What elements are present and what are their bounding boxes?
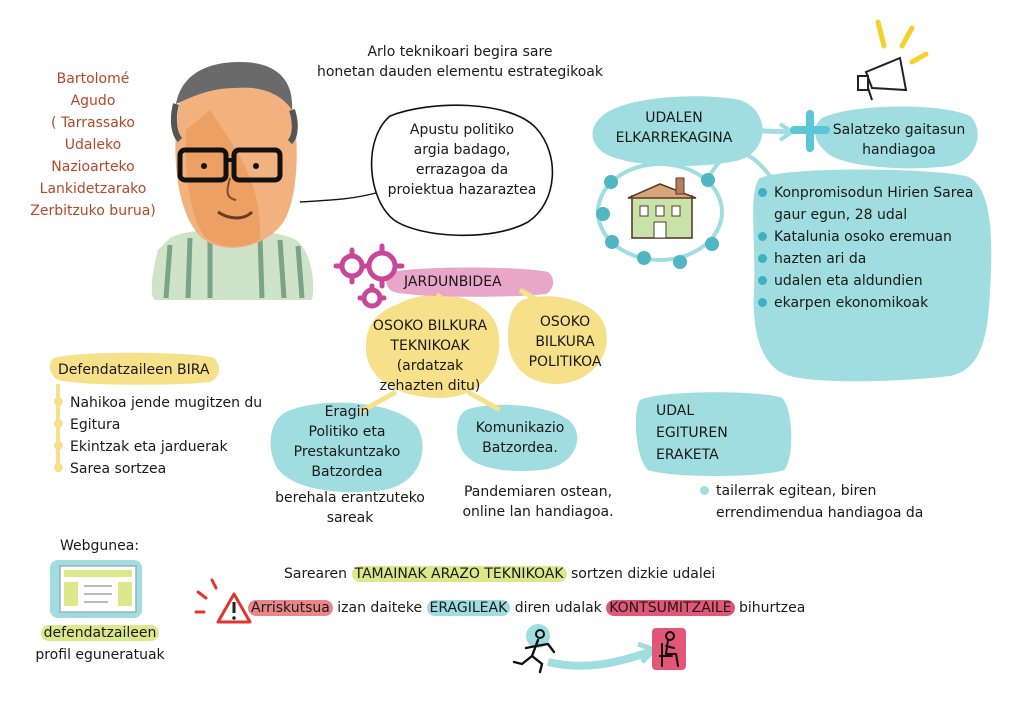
quote-line: argia badago, <box>413 142 511 158</box>
bilkura-teknikoak <box>340 316 520 396</box>
udal-egituren-line: ERAKETA <box>656 447 719 463</box>
bira-bullet <box>54 463 63 472</box>
udalen-line: UDALEN <box>645 110 703 126</box>
komunikazio-box <box>460 418 580 458</box>
bira-bullet <box>54 397 63 406</box>
konpromisodun-bullet <box>758 232 767 241</box>
konpromisodun-item: Konpromisodun Hirien Sarea <box>774 185 974 201</box>
bira-item: Ekintzak eta jarduerak <box>70 439 228 455</box>
bira-item: Egitura <box>70 417 121 433</box>
bilkura-politikoa-line: POLITIKOA <box>528 354 602 370</box>
udal-egituren-line: UDAL <box>656 403 695 419</box>
eragin-line: Politiko eta <box>308 424 386 440</box>
konpromisodun-item: gaur egun, 28 udal <box>774 207 908 223</box>
konpromisodun-bullet <box>758 254 767 263</box>
bilkura-teknikoak-line: zehazten ditu) <box>379 378 481 394</box>
bilkura-politikoa <box>510 312 620 372</box>
komunikazio-note-line: Pandemiaren ostean, <box>463 484 613 500</box>
tamainak-post: sortzen dizkie udalei <box>566 566 716 582</box>
eragin-note-line: sareak <box>326 510 374 526</box>
arriskutsua-t2: diren udalak <box>510 600 607 616</box>
konpromisodun-item: ekarpen ekonomikoak <box>774 295 929 311</box>
arriskutsua-hl: Arriskutsua <box>248 600 333 616</box>
konpromisodun-bullet <box>758 276 767 285</box>
tailerrak-line: errendimendua handiagoa da <box>716 505 924 521</box>
udal-egituren-box <box>656 400 728 466</box>
speaker-line: Udaleko <box>64 137 122 153</box>
konpromisodun-item: udalen eta aldundien <box>774 273 923 289</box>
komunikazio-line: Batzordea. <box>482 440 558 456</box>
speaker-line: Bartolomé <box>56 71 130 87</box>
tailerrak-note <box>716 480 923 524</box>
tailerrak-line: tailerrak egitean, biren <box>716 483 877 499</box>
header-line: honetan dauden elementu estrategikoak <box>316 64 603 80</box>
arriskutsua-sentence <box>248 598 805 618</box>
eragin-line: Prestakuntzako <box>293 444 401 460</box>
quote-text <box>372 120 552 200</box>
eragin-line: Batzordea <box>311 464 383 480</box>
bilkura-teknikoak-line: OSOKO BILKURA <box>372 318 488 334</box>
komunikazio-line: Komunikazio <box>475 420 565 436</box>
arriskutsua-t1: izan daiteke <box>332 600 427 616</box>
konpromisodun-item: Katalunia osoko eremuan <box>774 229 952 245</box>
header <box>300 42 620 82</box>
quote-line: proiektua hazaraztea <box>387 182 537 198</box>
bilkura-politikoa-line: BILKURA <box>535 334 595 350</box>
konpromisodun-item: hazten ari da <box>774 251 867 267</box>
salatzeko-box <box>824 120 974 160</box>
konpromisodun-bullet <box>758 298 767 307</box>
salatzeko-line: Salatzeko gaitasun <box>832 122 966 138</box>
webgunea-caption-hl: defendatzaileen <box>41 625 160 641</box>
webgunea-caption <box>20 622 180 666</box>
webgunea-caption-rest: profil eguneratuak <box>35 647 165 663</box>
tamainak-pre: Sarearen <box>284 566 352 582</box>
eragin-box <box>262 402 432 482</box>
konpromisodun-bullet <box>758 188 767 197</box>
udalen-line: ELKARREKAGINA <box>615 130 733 146</box>
speaker-line: Lankidetzarako <box>39 181 147 197</box>
header-line: Arlo teknikoari begira sare <box>367 44 553 60</box>
bilkura-politikoa-line: OSOKO <box>539 314 591 330</box>
kontsumitzaile-hl: KONTSUMITZAILE <box>606 600 734 616</box>
arriskutsua-t3: bihurtzea <box>734 600 806 616</box>
bira-item: Nahikoa jende mugitzen du <box>70 395 263 411</box>
speaker-line: Agudo <box>70 93 116 109</box>
eragin-line: Eragin <box>324 404 370 420</box>
quote-line: errazagoa da <box>415 162 509 178</box>
udal-egituren-line: EGITUREN <box>656 425 728 441</box>
eragileak-hl: ERAGILEAK <box>427 600 511 616</box>
speaker-line: Zerbitzuko burua) <box>30 203 156 219</box>
konpromisodun-list <box>774 182 973 314</box>
eragin-note-line: berehala erantzuteko <box>275 490 425 506</box>
tailerrak-bullet <box>700 486 709 495</box>
eragin-note <box>262 488 438 528</box>
tamainak-sentence <box>284 564 715 584</box>
bira-title: Defendatzaileen BIRA <box>58 362 210 378</box>
bira-bullet <box>54 419 63 428</box>
speaker-name <box>18 68 168 222</box>
udalen-box <box>594 108 754 148</box>
komunikazio-note-line: online lan handiagoa. <box>462 504 614 520</box>
bilkura-teknikoak-line: (ardatzak <box>396 358 464 374</box>
quote-line: Apustu politiko <box>409 122 515 138</box>
speaker-line: Nazioarteko <box>51 159 135 175</box>
bira-bullet <box>54 441 63 450</box>
webgunea-title: Webgunea: <box>60 538 140 554</box>
speaker-line: ( Tarrassako <box>51 115 135 131</box>
salatzeko-line: handiagoa <box>862 142 936 158</box>
tamainak-hl: TAMAINAK ARAZO TEKNIKOAK <box>352 566 567 582</box>
komunikazio-note <box>450 482 626 522</box>
bira-item: Sarea sortzea <box>70 461 167 477</box>
bilkura-teknikoak-line: TEKNIKOAK <box>390 338 470 354</box>
bira-list <box>70 392 262 480</box>
jardunbidea-label: JARDUNBIDEA <box>404 274 502 290</box>
